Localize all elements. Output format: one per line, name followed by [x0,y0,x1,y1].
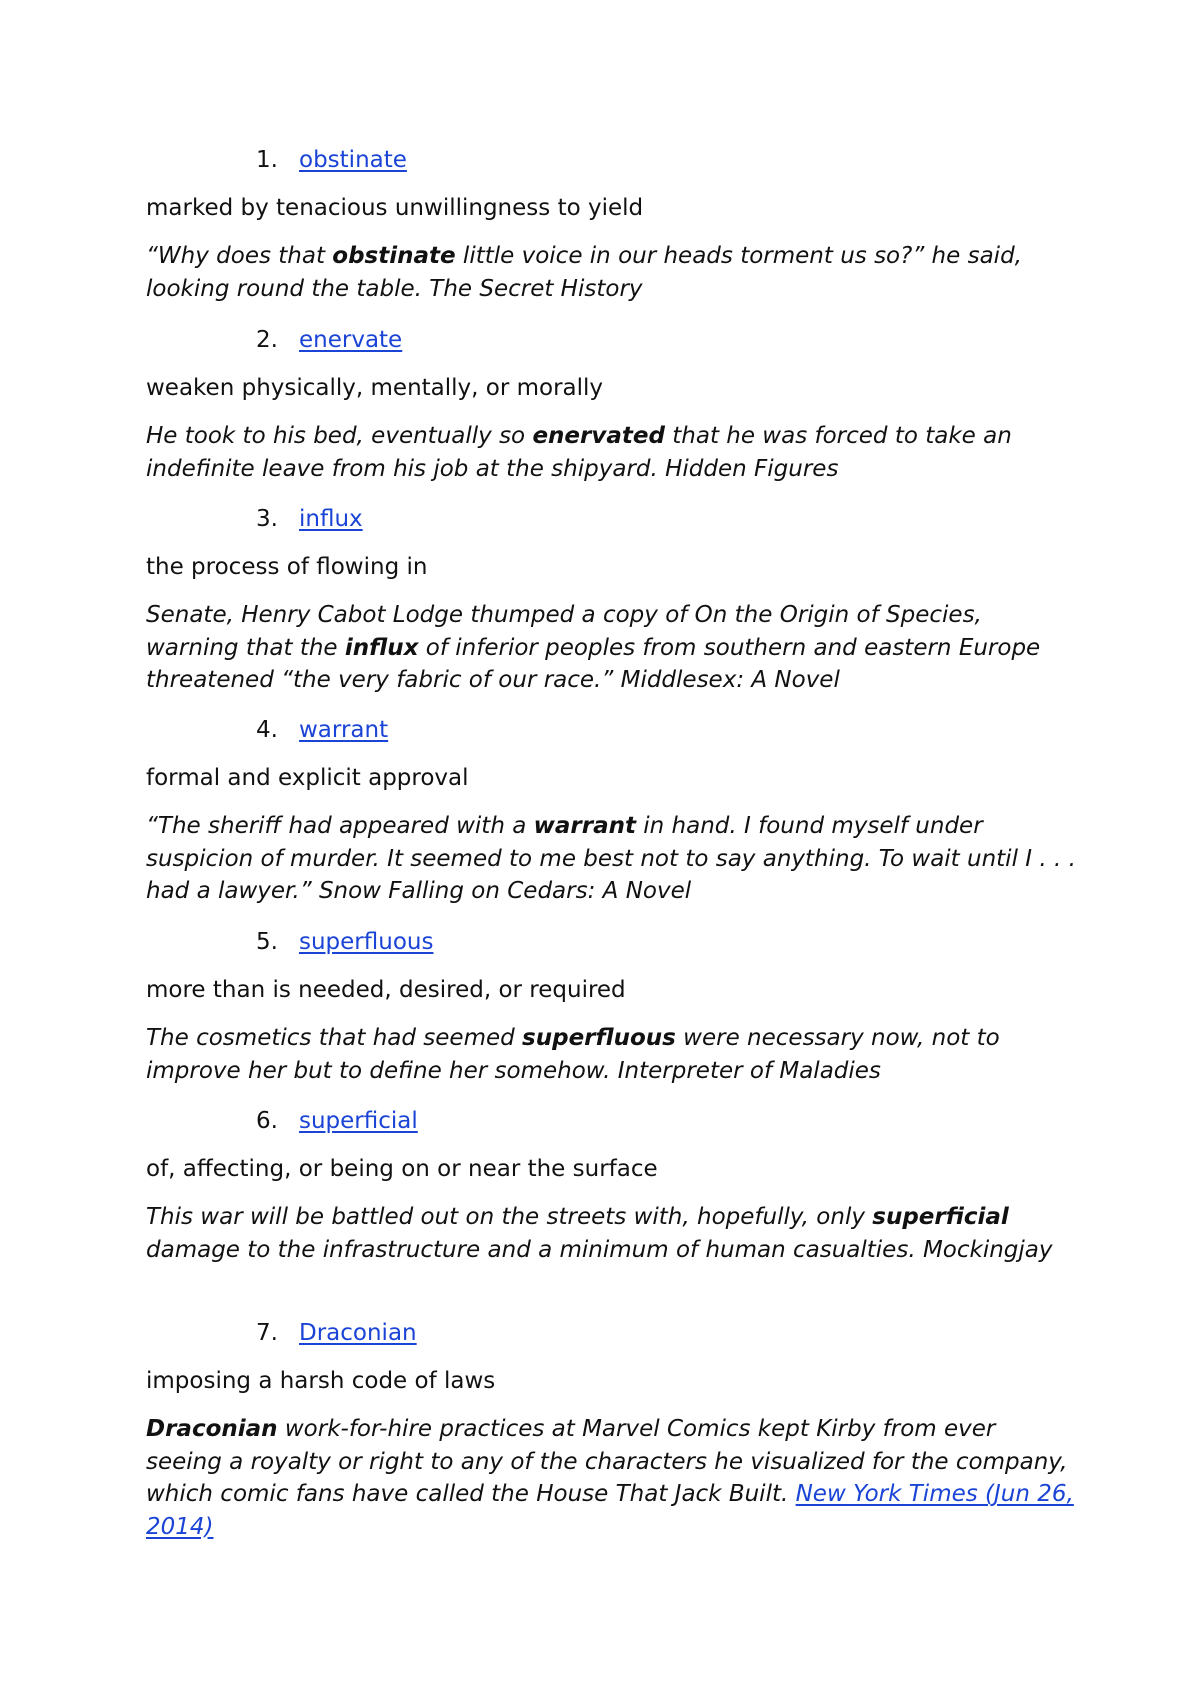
example-highlight-word: warrant [533,813,636,839]
vocab-entry-4 [146,714,1076,908]
example-text-after: little voice in our heads torment us so?” he said, looking round the table. [146,243,1022,302]
entry-heading [256,714,1076,746]
example-text-after: in hand. I found myself under suspicion of murder. It seemed to me best not to say anything. To wait until I . . . had a lawyer.” [146,813,1076,904]
example-highlight-word: influx [344,634,419,661]
word-link-obstinate[interactable] [292,147,407,173]
entry-number: 3. [256,506,278,532]
entry-heading [256,324,1076,356]
example-source: Mockingjay [922,1236,1053,1263]
definition-text: marked by tenacious unwillingness to yield [146,195,644,221]
example-source: Interpreter of Maladies [617,1057,881,1084]
example-source: Hidden Figures [665,455,839,482]
example-text-before: This war will be battled out on the streets with, hopefully, only [146,1204,873,1230]
example-text-before: He took to his bed, eventually so [146,423,533,449]
vocab-entry-2 [146,324,1076,485]
example-sentence [146,420,1076,485]
source-link-nytimes[interactable]: New York Times (Jun 26, 2014) [146,1481,1074,1540]
example-text-before: The cosmetics that had seemed [146,1025,523,1051]
example-sentence [146,1413,1076,1543]
example-highlight-word: obstinate [332,243,456,269]
example-text-after: were necessary now, not to improve her but to define her somehow. [146,1025,1000,1084]
example-sentence [146,240,1076,305]
word-label: warrant [299,717,389,743]
example-sentence [146,1201,1076,1266]
entry-number: 1. [256,147,278,173]
entry-heading [256,926,1076,958]
entry-heading [256,1105,1076,1137]
entry-number: 4. [256,717,278,743]
example-highlight-word: superfluous [522,1025,676,1051]
vocab-entry-3 [146,503,1076,697]
example-sentence [146,1022,1076,1087]
example-text-after: that he was forced to take an indefinite leave from his job at the shipyard. [146,423,1012,482]
word-label: superfluous [299,929,434,955]
example-highlight-word: enervated [532,423,665,449]
example-highlight-word: superficial [872,1204,1009,1230]
example-text-before: Senate, Henry Cabot Lodge thumped a copy of On the Origin of Species, warning that the [146,602,982,661]
definition-text: formal and explicit approval [146,765,469,791]
word-label: Draconian [299,1320,417,1346]
definition-text: more than is needed, desired, or required [146,977,626,1003]
word-label: enervate [299,327,403,353]
example-text-after: damage to the infrastructure and a minimum of human casualties. [146,1236,923,1263]
example-sentence [146,810,1076,908]
entry-heading [256,144,1076,176]
definition-text: the process of flowing in [146,554,428,580]
definition-text: weaken physically, mentally, or morally [146,375,604,401]
word-link-draconian[interactable] [292,1320,417,1346]
word-link-enervate[interactable] [292,327,402,353]
example-text-before: “The sheriff had appeared with a [146,813,534,839]
word-label: influx [299,506,363,532]
entry-heading [256,1317,1076,1349]
word-link-warrant[interactable] [292,717,388,743]
vocab-entry-5 [146,926,1076,1087]
vocab-entry-7 [146,1317,1076,1543]
word-link-influx[interactable] [292,506,363,532]
entry-heading [256,503,1076,535]
example-source: Middlesex: A Novel [620,667,840,693]
example-text-after: work-for-hire practices at Marvel Comics kept Kirby from ever seeing a royalty or right to any of the characters he visualized for the company, which comic fans have called the House That Jack Built. [146,1416,1068,1507]
example-sentence [146,599,1076,697]
definition-text: of, affecting, or being on or near the surface [146,1156,658,1182]
entry-number: 2. [256,327,278,353]
word-label: superficial [299,1108,418,1134]
entry-number: 5. [256,929,278,955]
word-label: obstinate [299,147,407,173]
example-source: The Secret History [429,275,643,302]
word-link-superficial[interactable] [292,1108,418,1134]
word-link-superfluous[interactable] [292,929,433,955]
example-source: Snow Falling on Cedars: A Novel [318,878,692,904]
definition-text: imposing a harsh code of laws [146,1368,496,1394]
entry-number: 6. [256,1108,278,1134]
vocab-entry-6 [146,1105,1076,1266]
vocab-entry-1 [146,144,1076,305]
entry-number: 7. [256,1320,278,1346]
example-text-after: of inferior peoples from southern and eastern Europe threatened “the very fabric of our race.” [146,634,1041,693]
example-text-before: “Why does that [146,243,333,269]
example-highlight-word: Draconian [146,1416,278,1442]
